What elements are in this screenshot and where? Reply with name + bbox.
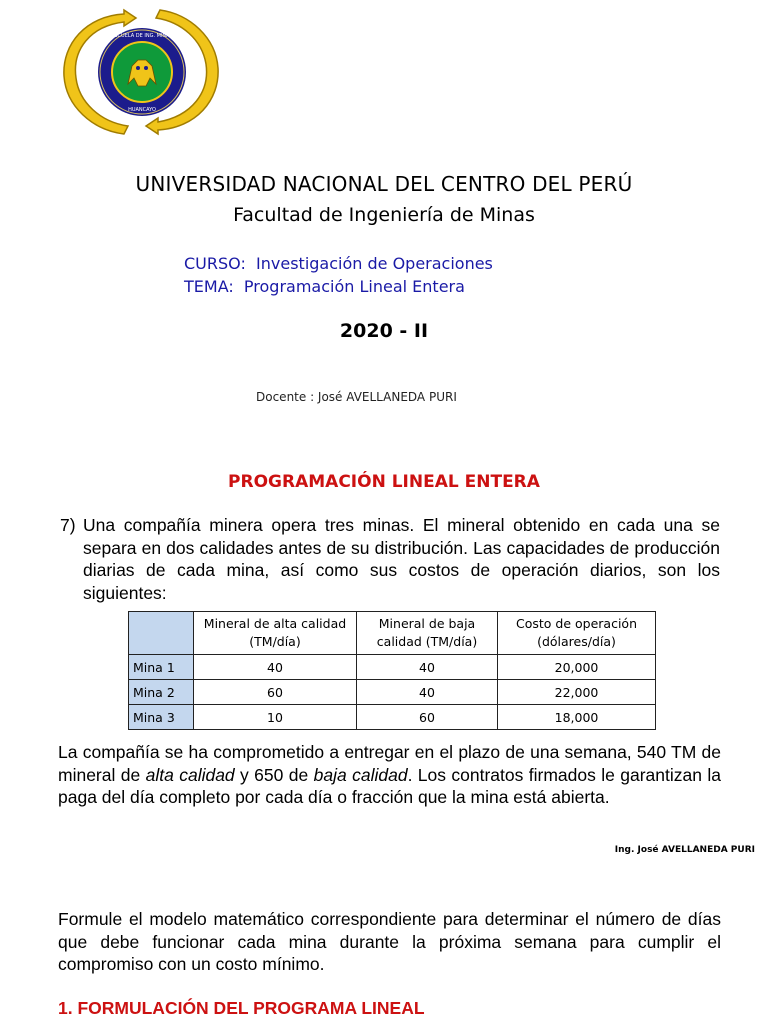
cell-high-quality: 10 [194, 705, 357, 730]
problem-text: Una compañía minera opera tres minas. El mineral obtenido en cada una se separa en dos calidades antes de su distribución. Las capacidades de producción diarias de cada mina, así como sus costos de operación diarios, son los siguientes: [83, 515, 720, 603]
problem-number: 7) [60, 515, 76, 535]
topic-line: TEMA: Programación Lineal Entera [184, 277, 465, 296]
paragraph-text: La compañía se ha comprometido a entregar en el plazo de una semana, 540 TM de mineral de [58, 742, 721, 785]
paragraph-text: . Los contratos firmados le garantizan la paga del día completo por cada día o fracción que la mina está abierta. [58, 764, 721, 807]
formulation-heading: 1. FORMULACIÓN DEL PROGRAMA LINEAL [58, 998, 425, 1018]
faculty-name: Facultad de Ingeniería de Minas [233, 204, 535, 226]
table-corner-cell [129, 612, 194, 655]
cell-high-quality: 60 [194, 680, 357, 705]
cell-low-quality: 40 [357, 655, 498, 680]
cell-low-quality: 60 [357, 705, 498, 730]
column-header-line: (TM/día) [249, 634, 301, 649]
course-line: CURSO: Investigación de Operaciones [184, 254, 493, 273]
academic-year: 2020 - II [339, 320, 429, 342]
author-signature: Ing. José AVELLANEDA PURI [614, 845, 755, 855]
table-row [129, 705, 656, 730]
cell-low-quality: 40 [357, 680, 498, 705]
column-header-cost [498, 612, 656, 655]
section-title: PROGRAMACIÓN LINEAL ENTERA [228, 472, 540, 492]
table-row [129, 680, 656, 705]
commitment-paragraph [58, 741, 721, 809]
row-label: Mina 1 [129, 655, 194, 680]
paragraph-text: y 650 de [234, 764, 314, 785]
emphasis-high-quality: alta calidad [145, 764, 235, 785]
cell-cost: 20,000 [498, 655, 656, 680]
column-header-line: Costo de operación [516, 616, 637, 631]
university-name: UNIVERSIDAD NACIONAL DEL CENTRO DEL PERÚ [135, 172, 633, 196]
table-row [129, 655, 656, 680]
table-header-row [129, 612, 656, 655]
emphasis-low-quality: baja calidad [313, 764, 408, 785]
task-paragraph: Formule el modelo matemático correspondiente para determinar el número de días que debe funcionar cada mina durante la próxima semana para cumplir el compromiso con un costo mínimo. [58, 909, 721, 974]
teacher-line: Docente : José AVELLANEDA PURI [256, 390, 457, 404]
university-logo [62, 6, 220, 138]
problem-statement [60, 514, 720, 604]
mines-table [128, 611, 656, 730]
column-header-line: Mineral de alta calidad [203, 616, 347, 631]
row-label: Mina 2 [129, 680, 194, 705]
column-header-line: Mineral de baja [378, 616, 476, 631]
column-header-high-quality [194, 612, 357, 655]
cell-high-quality: 40 [194, 655, 357, 680]
cell-cost: 22,000 [498, 680, 656, 705]
row-label: Mina 3 [129, 705, 194, 730]
cell-cost: 18,000 [498, 705, 656, 730]
column-header-line: (dólares/día) [537, 634, 616, 649]
logo-text-top: ESCUELA DE ING. MINAS [111, 33, 173, 39]
logo-text-bottom: HUANCAYO [128, 107, 156, 113]
column-header-low-quality [357, 612, 498, 655]
column-header-line: calidad (TM/día) [376, 634, 478, 649]
